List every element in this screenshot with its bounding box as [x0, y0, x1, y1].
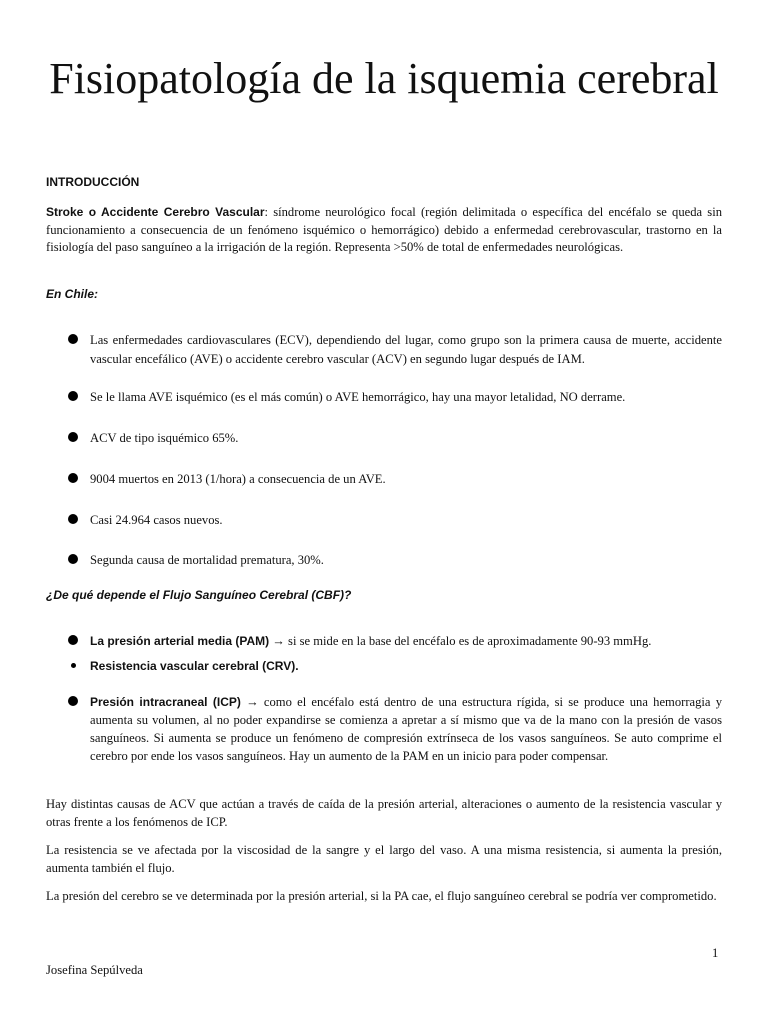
bullet-text: 9004 muertos en 2013 (1/hora) a consecuencia de un AVE.	[90, 472, 386, 486]
bullet-icon	[68, 391, 78, 401]
body-paragraph: La resistencia se ve afectada por la viscosidad de la sangre y el largo del vaso. A una misma resistencia, si aumenta la presión, aumenta también el flujo.	[46, 843, 722, 875]
bullet-term: La presión arterial media (PAM)	[90, 634, 270, 648]
footer-author: Josefina Sepúlveda	[46, 963, 143, 977]
stroke-definition-paragraph	[46, 204, 722, 257]
bullet-icon	[68, 334, 78, 344]
bullet-text: ACV de tipo isquémico 65%.	[90, 431, 239, 445]
bullet-text: Casi 24.964 casos nuevos.	[90, 513, 223, 527]
bullet-text: La presión arterial media (PAM) → si se mide en la base del encéfalo es de aproximadamente 90-93 mmHg.	[90, 634, 652, 648]
bullet-text: Presión intracraneal (ICP) → como el encéfalo está dentro de una estructura rígida, si se produce una hemorragia y aumenta su volumen, al no poder expandirse se comienza a apretar a sí mismo que va de la mano con la presión de vasos sanguíneos. Si aumenta se produce un fenómeno de compresión extrínseca de los vasos sanguíneos. Se auto comprime el cerebro por ende los vasos sanguíneos. Hay un aumento de la PAM en un inicio para poder compensar.	[90, 695, 723, 763]
bullet-term: Presión intracraneal (ICP)	[90, 695, 241, 709]
bullet-icon	[68, 696, 78, 706]
cbf-heading: ¿De qué depende el Flujo Sanguíneo Cerebral (CBF)?	[46, 588, 352, 602]
chile-heading: En Chile:	[46, 287, 99, 301]
bullet-text: Se le llama AVE isquémico (es el más común) o AVE hemorrágico, hay una mayor letalidad, NO derrame.	[90, 390, 626, 404]
bullet-icon	[71, 663, 76, 668]
bullet-text: Las enfermedades cardiovasculares (ECV), dependiendo del lugar, como grupo son la primera causa de muerte, accidente vascular encefálico (AVE) o accidente cerebro vascular (ACV) en segundo lugar después de IAM.	[90, 333, 722, 366]
bullet-text	[90, 657, 722, 676]
bullet-icon	[68, 514, 78, 524]
bullet-icon	[68, 473, 78, 483]
bullet-icon	[68, 554, 78, 564]
stroke-term: Stroke o Accidente Cerebro Vascular	[46, 205, 265, 219]
bullet-icon	[68, 635, 78, 645]
bullet-term: Resistencia vascular cerebral (CRV).	[90, 659, 299, 673]
body-paragraph: Hay distintas causas de ACV que actúan a través de caída de la presión arterial, alteraciones o aumento de la resistencia vascular y otras frente a los fenómenos de ICP.	[46, 797, 722, 829]
bullet-text: Segunda causa de mortalidad prematura, 30%.	[90, 553, 324, 567]
body-paragraph: La presión del cerebro se ve determinada por la presión arterial, si la PA cae, el flujo sanguíneo cerebral se podría ver comprometido.	[46, 889, 717, 903]
bullet-icon	[68, 432, 78, 442]
page-number: 1	[712, 946, 719, 960]
intro-heading: INTRODUCCIÓN	[46, 175, 140, 189]
stroke-definition: : síndrome neurológico focal (región delimitada o específica del encéfalo se queda sin funcionamiento a consecuencia de un fenómeno isquémico o hemorrágico) debido a enfermedad cerebrovascular, trastorno en la fisiología del paso sanguíneo a la irrigación de la región. Representa >50% de total de enfermedades neurológicas.	[46, 205, 722, 254]
document-title: Fisiopatología de la isquemia cerebral	[49, 54, 719, 103]
